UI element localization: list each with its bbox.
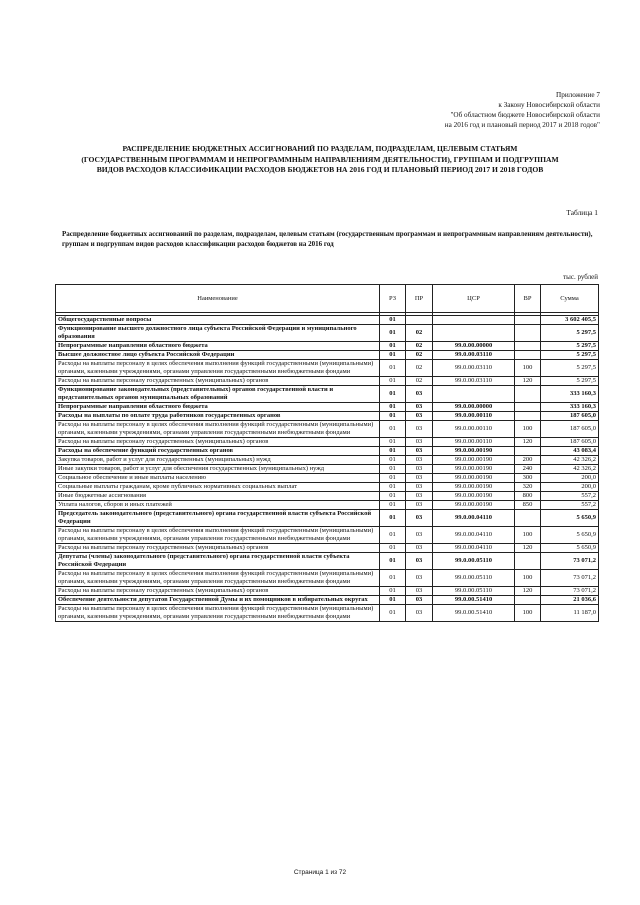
cell-pr: 03 xyxy=(406,605,433,622)
cell-csr: 99.0.00.03110 xyxy=(433,360,515,377)
cell-pr: 03 xyxy=(406,483,433,492)
cell-rz: 01 xyxy=(380,438,406,447)
cell-csr: 99.0.00.51410 xyxy=(433,596,515,605)
cell-csr: 99.0.00.00190 xyxy=(433,501,515,510)
cell-sum: 21 036,6 xyxy=(541,596,599,605)
cell-vr xyxy=(515,403,541,412)
cell-csr: 99.0.00.03110 xyxy=(433,351,515,360)
cell-name: Расходы на выплаты персоналу государственных (муниципальных) органов xyxy=(56,587,380,596)
cell-name: Расходы на выплаты персоналу государственных (муниципальных) органов xyxy=(56,377,380,386)
table-row xyxy=(56,447,599,456)
table-number: Таблица 1 xyxy=(566,208,598,217)
cell-csr: 99.0.00.04110 xyxy=(433,544,515,553)
cell-csr: 99.0.00.05110 xyxy=(433,553,515,570)
cell-rz: 01 xyxy=(380,421,406,438)
cell-vr: 300 xyxy=(515,474,541,483)
cell-vr: 800 xyxy=(515,492,541,501)
cell-rz: 01 xyxy=(380,465,406,474)
cell-pr: 03 xyxy=(406,474,433,483)
cell-name: Расходы на выплаты персоналу в целях обеспечения выполнения функций государственными (муниципальными) органами, казенными учреждениями, органами управления государственными внебюджетными фондами xyxy=(56,360,380,377)
cell-vr: 120 xyxy=(515,438,541,447)
cell-sum: 42 326,2 xyxy=(541,465,599,474)
cell-rz: 01 xyxy=(380,412,406,421)
cell-name: Функционирование высшего должностного лица субъекта Российской Федерации и муниципального образования xyxy=(56,325,380,342)
cell-sum: 333 160,3 xyxy=(541,386,599,403)
cell-vr xyxy=(515,447,541,456)
cell-vr xyxy=(515,553,541,570)
cell-rz: 01 xyxy=(380,483,406,492)
cell-pr: 02 xyxy=(406,377,433,386)
table-body xyxy=(56,316,599,622)
cell-sum: 187 605,0 xyxy=(541,412,599,421)
cell-csr: 99.0.00.03110 xyxy=(433,377,515,386)
cell-vr: 240 xyxy=(515,465,541,474)
cell-rz: 01 xyxy=(380,325,406,342)
cell-vr: 100 xyxy=(515,527,541,544)
cell-csr: 99.0.00.00190 xyxy=(433,456,515,465)
cell-rz: 01 xyxy=(380,456,406,465)
table-row xyxy=(56,501,599,510)
cell-rz: 01 xyxy=(380,351,406,360)
table-row xyxy=(56,403,599,412)
cell-vr: 100 xyxy=(515,360,541,377)
table-row xyxy=(56,570,599,587)
cell-rz: 01 xyxy=(380,570,406,587)
cell-vr: 100 xyxy=(515,570,541,587)
cell-csr: 99.0.00.00190 xyxy=(433,492,515,501)
cell-name: Уплата налогов, сборов и иных платежей xyxy=(56,501,380,510)
cell-sum: 333 160,3 xyxy=(541,403,599,412)
cell-name: Непрограммные направления областного бюджета xyxy=(56,403,380,412)
cell-csr xyxy=(433,316,515,325)
table-row xyxy=(56,605,599,622)
cell-vr: 320 xyxy=(515,483,541,492)
cell-vr xyxy=(515,325,541,342)
appendix-line: на 2016 год и плановый период 2017 и 2018 годов" xyxy=(444,121,600,129)
cell-vr xyxy=(515,386,541,403)
col-header-vr: ВР xyxy=(515,285,541,313)
cell-vr: 100 xyxy=(515,421,541,438)
table-row xyxy=(56,544,599,553)
cell-name: Функционирование законодательных (представительных) органов государственной власти и представительных органов муниципальных образований xyxy=(56,386,380,403)
cell-vr xyxy=(515,342,541,351)
cell-rz: 01 xyxy=(380,342,406,351)
cell-sum: 5 297,5 xyxy=(541,342,599,351)
cell-name: Иные закупки товаров, работ и услуг для обеспечения государственных (муниципальных) нужд xyxy=(56,465,380,474)
page-footer: Страница 1 из 72 xyxy=(293,869,347,876)
col-header-name: Наименование xyxy=(56,285,380,313)
col-header-rz: РЗ xyxy=(380,285,406,313)
cell-pr: 03 xyxy=(406,527,433,544)
col-header-sum: Сумма xyxy=(541,285,599,313)
table-row xyxy=(56,412,599,421)
cell-rz: 01 xyxy=(380,474,406,483)
cell-sum: 5 297,5 xyxy=(541,377,599,386)
cell-csr xyxy=(433,386,515,403)
table-row xyxy=(56,527,599,544)
cell-pr: 02 xyxy=(406,325,433,342)
cell-pr: 03 xyxy=(406,553,433,570)
table-header-row xyxy=(56,285,599,313)
cell-sum: 5 650,9 xyxy=(541,527,599,544)
table-row xyxy=(56,360,599,377)
appendix-line: Приложение 7 xyxy=(556,91,600,99)
cell-vr xyxy=(515,412,541,421)
cell-pr: 03 xyxy=(406,596,433,605)
cell-name: Обеспечение деятельности депутатов Государственной Думы и их помощников в избирательных округах xyxy=(56,596,380,605)
cell-csr: 99.0.00.00000 xyxy=(433,403,515,412)
cell-pr xyxy=(406,316,433,325)
cell-pr: 02 xyxy=(406,342,433,351)
cell-csr: 99.0.00.05110 xyxy=(433,570,515,587)
cell-rz: 01 xyxy=(380,403,406,412)
cell-name: Расходы на выплаты персоналу в целях обеспечения выполнения функций государственными (муниципальными) органами, казенными учреждениями, органами управления государственными внебюджетными фондами xyxy=(56,421,380,438)
cell-pr: 03 xyxy=(406,438,433,447)
cell-rz: 01 xyxy=(380,544,406,553)
table-row xyxy=(56,421,599,438)
cell-name: Общегосударственные вопросы xyxy=(56,316,380,325)
document-title xyxy=(40,144,600,176)
cell-sum: 3 602 405,5 xyxy=(541,316,599,325)
cell-sum: 187 605,0 xyxy=(541,421,599,438)
cell-csr: 99.0.00.05110 xyxy=(433,587,515,596)
units-label: тыс. рублей xyxy=(563,273,598,281)
cell-rz: 01 xyxy=(380,596,406,605)
cell-csr: 99.0.00.00110 xyxy=(433,412,515,421)
cell-vr xyxy=(515,316,541,325)
cell-sum: 5 650,9 xyxy=(541,544,599,553)
cell-pr: 03 xyxy=(406,510,433,527)
title-line: РАСПРЕДЕЛЕНИЕ БЮДЖЕТНЫХ АССИГНОВАНИЙ ПО РАЗДЕЛАМ, ПОДРАЗДЕЛАМ, ЦЕЛЕВЫМ СТАТЬЯМ xyxy=(122,144,518,153)
table-row xyxy=(56,386,599,403)
cell-sum: 200,0 xyxy=(541,474,599,483)
cell-name: Депутаты (члены) законодательного (представительного) органа государственной власти субъекта Российской Федерации xyxy=(56,553,380,570)
table-row xyxy=(56,316,599,325)
table-row xyxy=(56,325,599,342)
table-row xyxy=(56,596,599,605)
cell-pr: 03 xyxy=(406,492,433,501)
cell-rz: 01 xyxy=(380,501,406,510)
cell-sum: 200,0 xyxy=(541,483,599,492)
table-row xyxy=(56,377,599,386)
cell-rz: 01 xyxy=(380,447,406,456)
cell-rz: 01 xyxy=(380,377,406,386)
cell-pr: 03 xyxy=(406,386,433,403)
cell-rz: 01 xyxy=(380,510,406,527)
cell-name: Социальное обеспечение и иные выплаты населению xyxy=(56,474,380,483)
cell-name: Расходы на выплаты персоналу государственных (муниципальных) органов xyxy=(56,544,380,553)
cell-vr: 120 xyxy=(515,377,541,386)
cell-name: Расходы на выплаты персоналу государственных (муниципальных) органов xyxy=(56,438,380,447)
cell-csr: 99.0.00.00190 xyxy=(433,474,515,483)
cell-sum: 11 187,0 xyxy=(541,605,599,622)
cell-csr: 99.0.00.00190 xyxy=(433,447,515,456)
cell-pr: 03 xyxy=(406,544,433,553)
title-line: ВИДОВ РАСХОДОВ КЛАССИФИКАЦИИ РАСХОДОВ БЮДЖЕТОВ НА 2016 ГОД И ПЛАНОВЫЙ ПЕРИОД 2017 И 2018 ГОДОВ xyxy=(96,165,544,174)
cell-csr: 99.0.00.00110 xyxy=(433,438,515,447)
cell-vr xyxy=(515,510,541,527)
cell-pr: 03 xyxy=(406,403,433,412)
cell-csr: 99.0.00.00190 xyxy=(433,483,515,492)
table-row xyxy=(56,438,599,447)
cell-name: Непрограммные направления областного бюджета xyxy=(56,342,380,351)
cell-pr: 02 xyxy=(406,351,433,360)
cell-sum: 557,2 xyxy=(541,501,599,510)
title-line: (ГОСУДАРСТВЕННЫМ ПРОГРАММАМ И НЕПРОГРАММНЫМ НАПРАВЛЕНИЯМ ДЕЯТЕЛЬНОСТИ), ГРУППАМ И ПОДГРУППАМ xyxy=(81,154,559,164)
cell-sum: 73 071,2 xyxy=(541,570,599,587)
table-subtitle: Распределение бюджетных ассигнований по разделам, подразделам, целевым статьям (государственным программам и непрограммным направлениям деятельности), группам и подгруппам видов расходов классификации расходов бюджетов на 2016 год xyxy=(62,230,593,248)
table-row xyxy=(56,456,599,465)
cell-name: Закупка товаров, работ и услуг для государственных (муниципальных) нужд xyxy=(56,456,380,465)
table-row xyxy=(56,553,599,570)
cell-rz: 01 xyxy=(380,605,406,622)
cell-csr xyxy=(433,325,515,342)
cell-pr: 03 xyxy=(406,447,433,456)
cell-sum: 73 071,2 xyxy=(541,553,599,570)
table-row xyxy=(56,465,599,474)
budget-table xyxy=(55,284,599,622)
cell-name: Социальные выплаты гражданам, кроме публичных нормативных социальных выплат xyxy=(56,483,380,492)
cell-name: Расходы на обеспечение функций государственных органов xyxy=(56,447,380,456)
cell-sum: 5 297,5 xyxy=(541,351,599,360)
cell-vr: 200 xyxy=(515,456,541,465)
cell-pr: 02 xyxy=(406,360,433,377)
cell-csr: 99.0.00.04110 xyxy=(433,510,515,527)
cell-name: Председатель законодательного (представительного) органа государственной власти субъекта Российской Федерации xyxy=(56,510,380,527)
cell-name: Иные бюджетные ассигнования xyxy=(56,492,380,501)
cell-sum: 73 071,2 xyxy=(541,587,599,596)
cell-pr: 03 xyxy=(406,465,433,474)
col-header-csr: ЦСР xyxy=(433,285,515,313)
cell-csr: 99.0.00.51410 xyxy=(433,605,515,622)
cell-rz: 01 xyxy=(380,587,406,596)
cell-name: Расходы на выплаты персоналу в целях обеспечения выполнения функций государственными (муниципальными) органами, казенными учреждениями, органами управления государственными внебюджетными фондами xyxy=(56,605,380,622)
cell-name: Расходы на выплаты по оплате труда работников государственных органов xyxy=(56,412,380,421)
cell-rz: 01 xyxy=(380,316,406,325)
table-row xyxy=(56,483,599,492)
cell-pr: 03 xyxy=(406,587,433,596)
cell-pr: 03 xyxy=(406,456,433,465)
table-row xyxy=(56,474,599,483)
cell-rz: 01 xyxy=(380,360,406,377)
cell-name: Расходы на выплаты персоналу в целях обеспечения выполнения функций государственными (муниципальными) органами, казенными учреждениями, органами управления государственными внебюджетными фондами xyxy=(56,570,380,587)
cell-name: Расходы на выплаты персоналу в целях обеспечения выполнения функций государственными (муниципальными) органами, казенными учреждениями, органами управления государственными внебюджетными фондами xyxy=(56,527,380,544)
cell-vr: 100 xyxy=(515,605,541,622)
cell-csr: 99.0.00.00000 xyxy=(433,342,515,351)
cell-csr: 99.0.00.04110 xyxy=(433,527,515,544)
appendix-header xyxy=(300,90,600,130)
cell-sum: 5 297,5 xyxy=(541,325,599,342)
cell-sum: 5 650,9 xyxy=(541,510,599,527)
cell-name: Высшее должностное лицо субъекта Российской Федерации xyxy=(56,351,380,360)
cell-vr xyxy=(515,351,541,360)
cell-sum: 187 605,0 xyxy=(541,438,599,447)
cell-sum: 42 326,2 xyxy=(541,456,599,465)
table-row xyxy=(56,351,599,360)
cell-rz: 01 xyxy=(380,386,406,403)
cell-rz: 01 xyxy=(380,553,406,570)
cell-vr: 120 xyxy=(515,587,541,596)
cell-vr: 850 xyxy=(515,501,541,510)
cell-pr: 03 xyxy=(406,412,433,421)
cell-vr: 120 xyxy=(515,544,541,553)
cell-pr: 03 xyxy=(406,421,433,438)
table-row xyxy=(56,587,599,596)
cell-pr: 03 xyxy=(406,501,433,510)
cell-csr: 99.0.00.00190 xyxy=(433,465,515,474)
table-row xyxy=(56,342,599,351)
table-row xyxy=(56,492,599,501)
col-header-pr: ПР xyxy=(406,285,433,313)
cell-pr: 03 xyxy=(406,570,433,587)
appendix-line: к Закону Новосибирской области xyxy=(498,101,600,109)
cell-sum: 5 297,5 xyxy=(541,360,599,377)
cell-csr: 99.0.00.00110 xyxy=(433,421,515,438)
cell-rz: 01 xyxy=(380,492,406,501)
cell-sum: 43 083,4 xyxy=(541,447,599,456)
appendix-line: "Об областном бюджете Новосибирской области xyxy=(450,111,600,119)
cell-sum: 557,2 xyxy=(541,492,599,501)
cell-vr xyxy=(515,596,541,605)
table-row xyxy=(56,510,599,527)
cell-rz: 01 xyxy=(380,527,406,544)
